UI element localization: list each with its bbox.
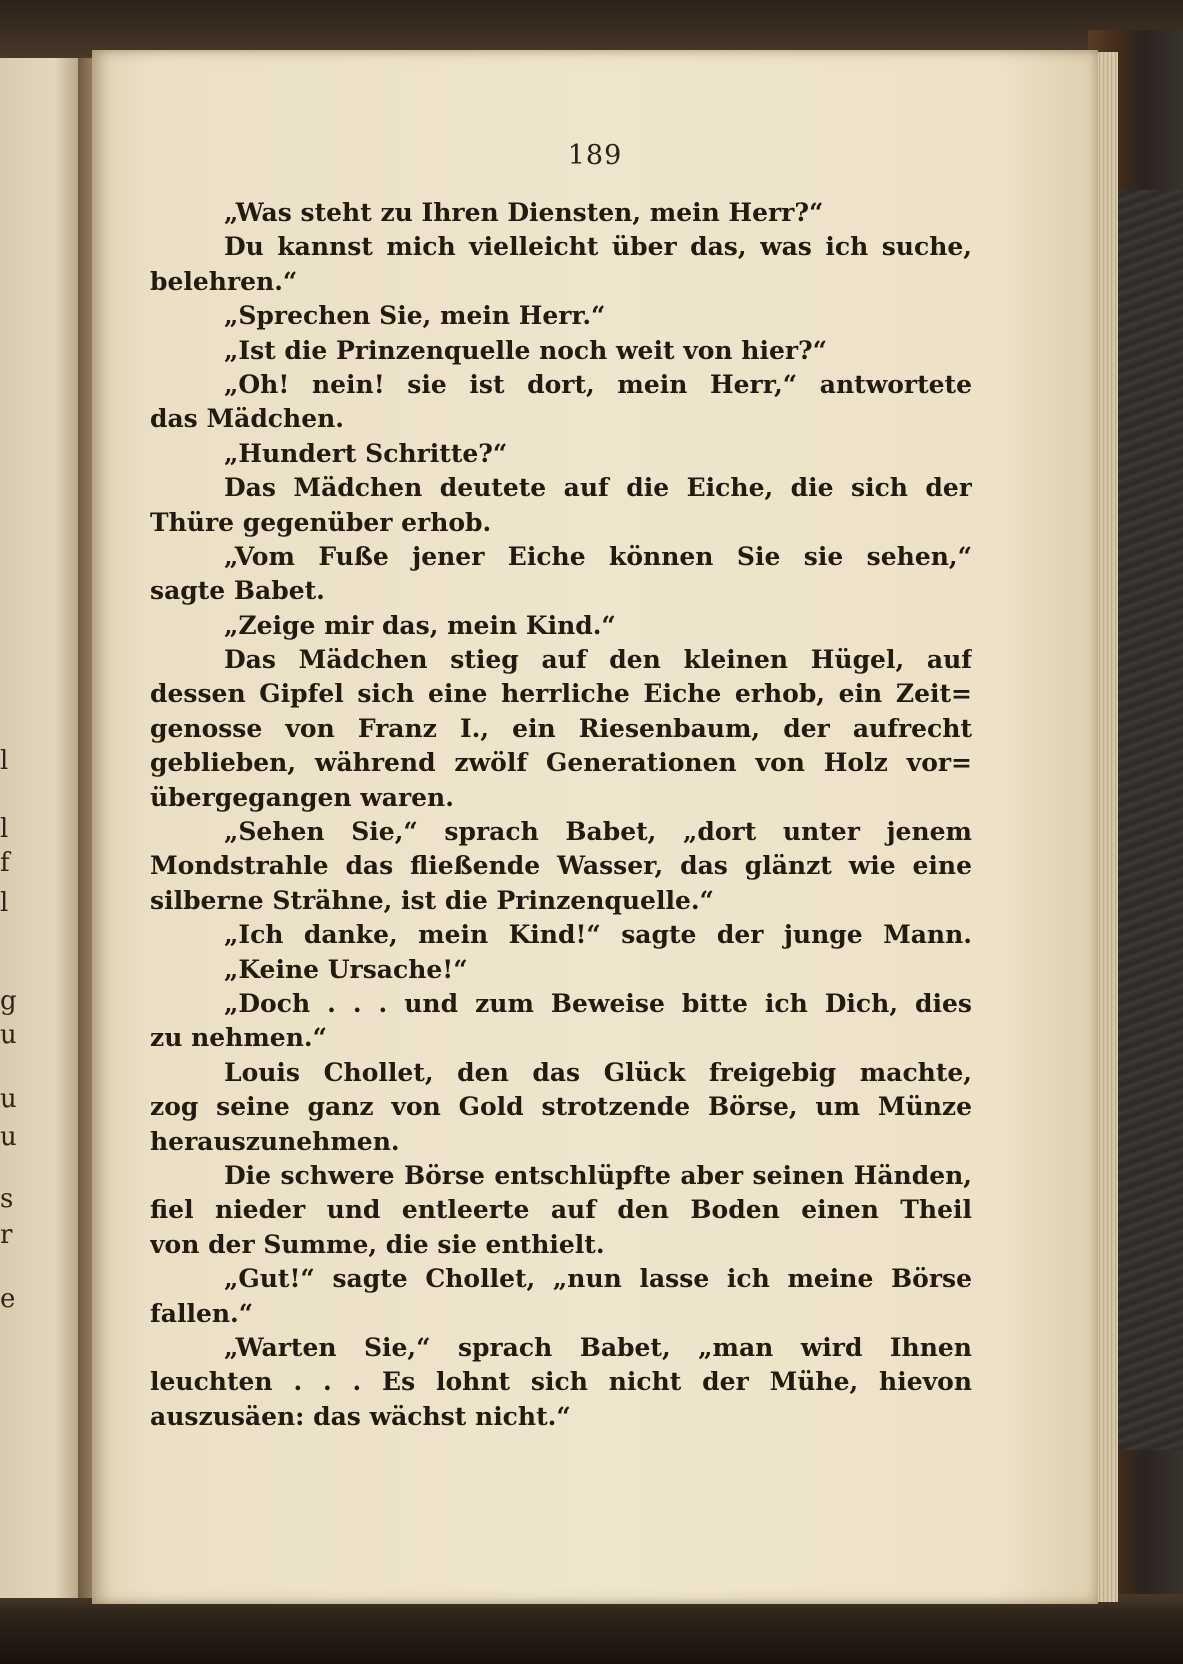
text-line: fallen.“ [150,1298,254,1328]
text-line: auszusäen: das wächst nicht.“ [150,1401,571,1431]
book-cover-bottom [0,1594,1183,1664]
left-page-fragment: e [0,1284,16,1314]
text-line: „Oh! nein! sie ist dort, mein Herr,“ antwortete [224,369,972,399]
text-line: „Doch . . . und zum Beweise bitte ich Dich, dies [224,988,972,1018]
left-page-fragment: l [0,746,9,776]
text-line: „Vom Fuße jener Eiche können Sie sie sehen,“ [224,541,972,571]
text-line: zu nehmen.“ [150,1023,327,1053]
left-page-fragment: l [0,814,9,844]
page-text [150,196,972,1434]
text-line: „Sprechen Sie, mein Herr.“ [224,301,606,331]
left-page-fragment: l [0,888,9,918]
text-line: übergegangen waren. [150,782,454,812]
text-line: „Warten Sie,“ sprach Babet, „man wird Ihnen [224,1332,972,1362]
left-page-fragment: u [0,1020,17,1050]
text-line: geblieben, während zwölf Generationen von Holz vor= [150,748,972,778]
text-line: von der Summe, die sie enthielt. [150,1229,605,1259]
text-line: Mondstrahle das fließende Wasser, das glänzt wie eine [150,851,972,881]
text-line: herauszunehmen. [150,1126,400,1156]
text-line: Du kannst mich vielleicht über das, was ich suche, [224,232,972,262]
text-line: „Ich danke, mein Kind!“ sagte der junge Mann. [224,920,972,950]
text-line: Das Mädchen deutete auf die Eiche, die sich der [224,473,972,503]
text-line: „Zeige mir das, mein Kind.“ [224,610,616,640]
text-line: Die schwere Börse entschlüpfte aber seinen Händen, [224,1160,972,1190]
text-line: „Ist die Prinzenquelle noch weit von hier?“ [224,335,828,365]
text-line: belehren.“ [150,266,298,296]
text-line: Louis Chollet, den das Glück freigebig machte, [224,1057,972,1087]
text-line: fiel nieder und entleerte auf den Boden einen Theil [150,1195,972,1225]
text-line: dessen Gipfel sich eine herrliche Eiche erhob, ein Zeit= [150,679,972,709]
left-page-fragment: s [0,1184,14,1214]
text-line: „Was steht zu Ihren Diensten, mein Herr?“ [224,198,824,227]
text-line: Das Mädchen stieg auf den kleinen Hügel, auf [224,645,972,675]
left-page-fragment: f [0,848,10,878]
left-page-fragment: g [0,986,17,1016]
text-line: zog seine ganz von Gold strotzende Börse, um Münze [150,1092,972,1122]
text-line: genosse von Franz I., ein Riesenbaum, der aufrecht [150,713,972,743]
text-line: „Keine Ursache!“ [224,954,468,984]
left-page-fragment: u [0,1122,17,1152]
left-page-fragment: u [0,1084,17,1114]
book-page [92,50,1098,1604]
page-number: 189 [567,140,623,171]
text-line: silberne Strähne, ist die Prinzenquelle.“ [150,885,714,915]
text-line: „Hundert Schritte?“ [224,438,508,468]
left-page-edge [0,58,80,1598]
text-line: sagte Babet. [150,576,325,606]
text-line: Thüre gegenüber erhob. [150,507,492,537]
page-edges [1095,52,1118,1602]
text-line: „Gut!“ sagte Chollet, „nun lasse ich meine Börse [224,1264,972,1294]
text-line: „Sehen Sie,“ sprach Babet, „dort unter jenem [224,817,972,847]
text-line: leuchten . . . Es lohnt sich nicht der Mühe, hievon [150,1367,972,1397]
text-line: das Mädchen. [150,404,344,434]
left-page-fragment: r [0,1220,13,1250]
